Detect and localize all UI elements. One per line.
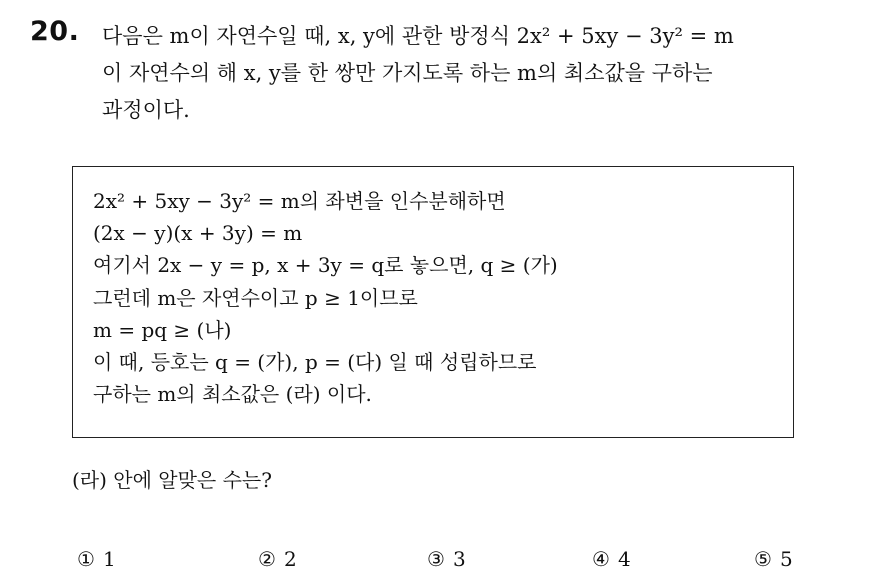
box-line: 여기서 2x − y = p, x + 3y = q로 놓으면, q ≥ (가)	[93, 253, 558, 278]
stem-line: 이 자연수의 해 x, y를 한 쌍만 가지도록 하는 m의 최소값을 구하는	[102, 61, 713, 85]
choice-value: 3	[452, 547, 466, 571]
choice-2[interactable]	[258, 547, 297, 571]
choice-3[interactable]	[427, 547, 466, 571]
solution-box	[72, 166, 794, 438]
choice-value: 5	[779, 547, 793, 571]
choice-value: 2	[283, 547, 297, 571]
choice-mark: ⑤	[754, 547, 772, 571]
stem-line: 과정이다.	[102, 98, 190, 122]
problem-number: 20.	[30, 16, 80, 47]
box-line: (2x − y)(x + 3y) = m	[93, 221, 303, 246]
question-text: (라) 안에 알맞은 수는?	[72, 468, 272, 492]
answer-choices	[72, 547, 832, 577]
choice-value: 1	[102, 547, 116, 571]
choice-1[interactable]	[77, 547, 116, 571]
choice-mark: ③	[427, 547, 445, 571]
problem-stem	[102, 18, 867, 129]
choice-mark: ①	[77, 547, 95, 571]
choice-4[interactable]	[592, 547, 631, 571]
box-line: m = pq ≥ (나)	[93, 317, 232, 342]
stem-line: 다음은 m이 자연수일 때, x, y에 관한 방정식 2x² + 5xy − 3y² = m	[102, 24, 734, 48]
box-line: 그런데 m은 자연수이고 p ≥ 1이므로	[93, 285, 418, 310]
box-line: 이 때, 등호는 q = (가), p = (다) 일 때 성립하므로	[93, 350, 537, 375]
box-line: 2x² + 5xy − 3y² = m의 좌변을 인수분해하면	[93, 189, 506, 213]
box-line: 구하는 m의 최소값은 (라) 이다.	[93, 382, 372, 407]
choice-value: 4	[617, 547, 631, 571]
choice-mark: ④	[592, 547, 610, 571]
choice-5[interactable]	[754, 547, 793, 571]
choice-mark: ②	[258, 547, 276, 571]
